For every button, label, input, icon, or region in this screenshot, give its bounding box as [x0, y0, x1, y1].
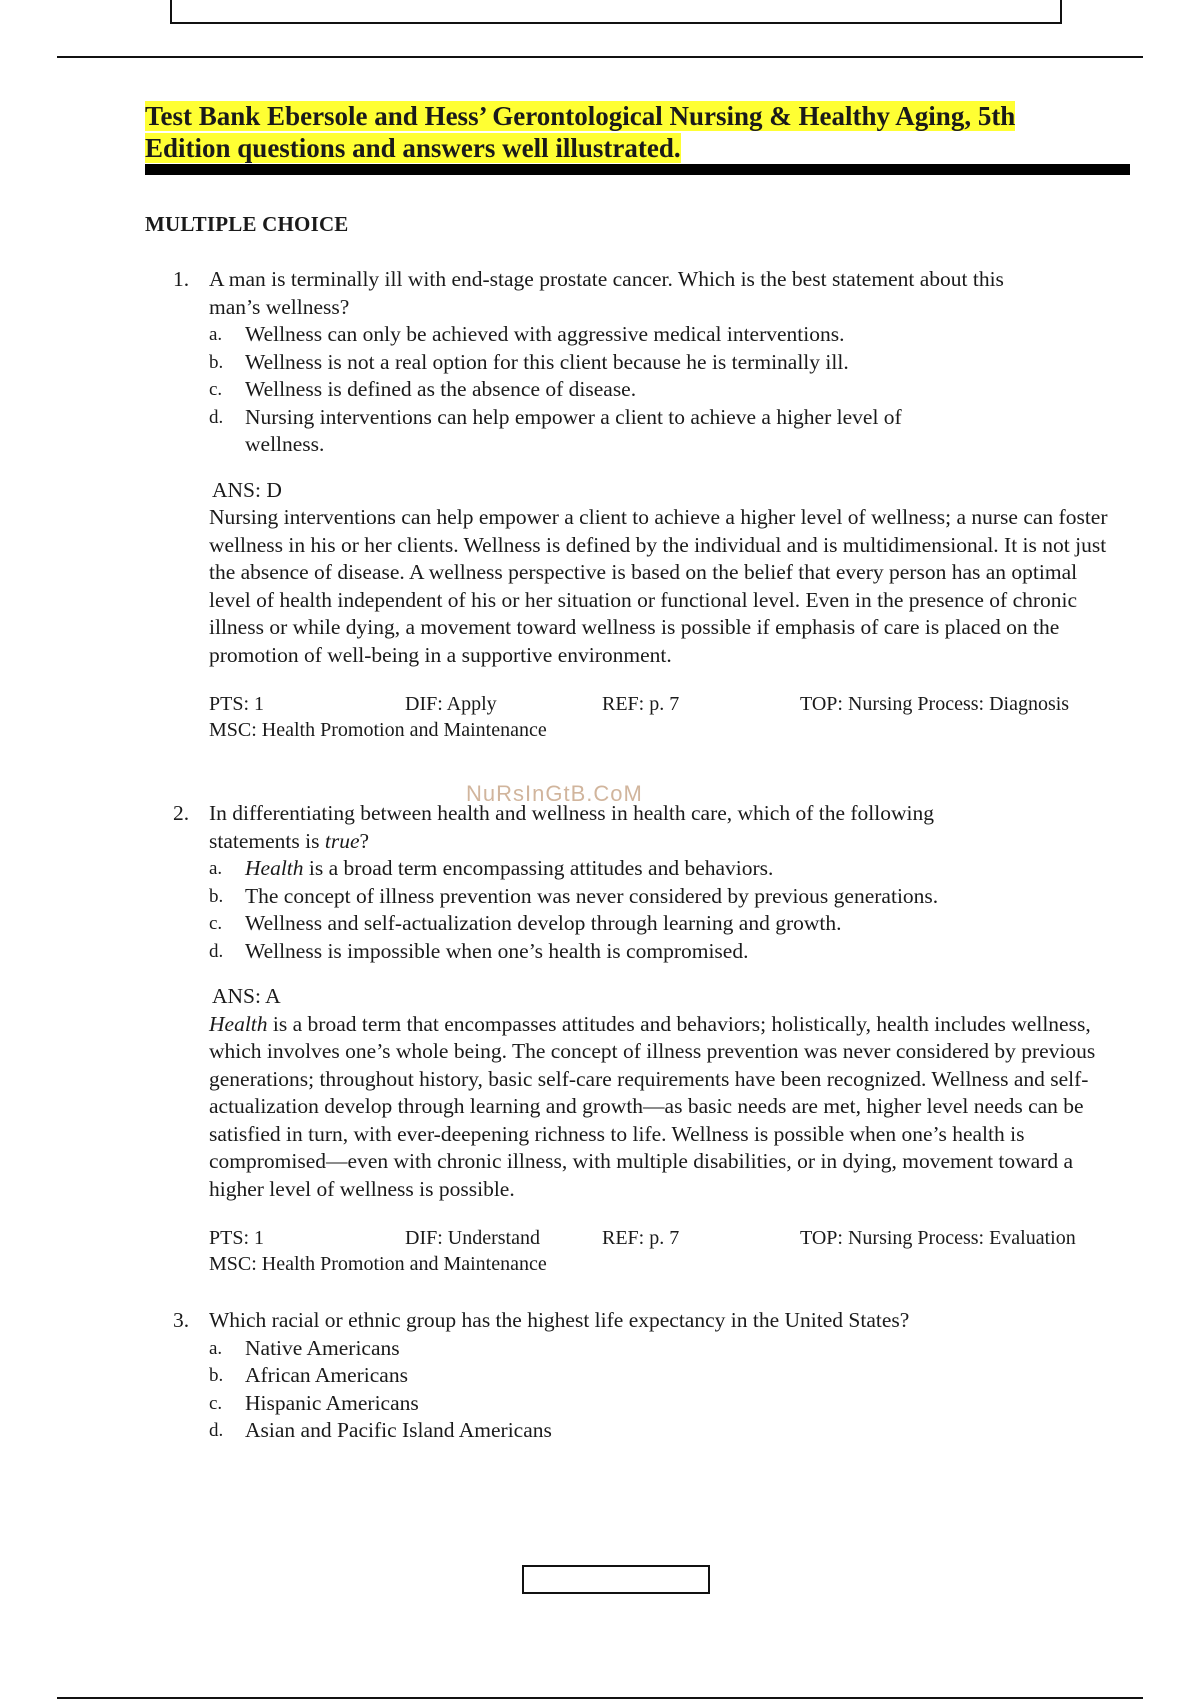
points: PTS: 1	[209, 1227, 265, 1249]
section-heading: MULTIPLE CHOICE	[145, 212, 349, 236]
difficulty: DIF: Understand	[405, 1227, 540, 1249]
watermark: NuRsInGtB.CoM	[466, 781, 643, 806]
question-stem: A man is terminally ill with end-stage prostate cancer. Which is the best statement about this man’s wellness?	[209, 267, 1004, 319]
question-3	[173, 1307, 1118, 1445]
footer-rule	[57, 1697, 1143, 1699]
footer-page-box	[522, 1565, 710, 1594]
document-title	[145, 100, 1130, 164]
topic: TOP: Nursing Process: Evaluation	[800, 1227, 1076, 1249]
option-b: b. Wellness is not a real option for this client because he is terminally ill.	[209, 349, 849, 374]
reference: REF: p. 7	[602, 1227, 680, 1249]
title-underline-bar	[145, 164, 1130, 175]
option-c: c. Wellness is defined as the absence of disease.	[209, 377, 637, 401]
answer-key: ANS: D	[212, 477, 282, 502]
title-line-2: Edition questions and answers well illustrated.	[145, 133, 681, 163]
question-number: 2.	[173, 801, 190, 825]
answer-block	[209, 477, 1118, 670]
question-number: 1.	[173, 267, 190, 291]
option-d: d. Asian and Pacific Island Americans	[209, 1418, 552, 1442]
answer-block	[209, 983, 1118, 1203]
rationale: Health is a broad term that encompasses attitudes and behaviors; holistically, health includes wellness, which involves one’s whole being. The concept of illness prevention was never considered by previous generations; throughout history, basic self-care requirements have been recognized. Wellness and self-actualization develop through learning and growth—as basic needs are met, higher level needs can be satisfied in turn, with ever-deepening richness to life. Wellness is possible when one’s health is compromised—even with chronic illness, with multiple disabilities, or in dying, movement toward a higher level of wellness is possible.	[209, 1011, 1096, 1201]
question-metadata	[209, 1225, 1118, 1277]
question-metadata	[209, 691, 1118, 743]
question-stem: In differentiating between health and wellness in health care, which of the following statements is true?	[209, 801, 934, 853]
msc: MSC: Health Promotion and Maintenance	[209, 719, 547, 741]
option-b: b. African Americans	[209, 1363, 408, 1387]
msc: MSC: Health Promotion and Maintenance	[209, 1253, 547, 1275]
option-d: d. Nursing interventions can help empower a client to achieve a higher level of wellness.	[209, 404, 902, 456]
option-a: a. Health is a broad term encompassing attitudes and behaviors.	[209, 856, 774, 880]
answer-options	[209, 1335, 1118, 1445]
difficulty: DIF: Apply	[405, 693, 497, 715]
question-1	[173, 266, 1118, 743]
answer-key: ANS: A	[212, 984, 281, 1008]
rationale: Nursing interventions can help empower a client to achieve a higher level of wellness; a nurse can foster wellness in his or her clients. Wellness is defined by the individual and is multidimensional. It is not just the absence of disease. A wellness perspective is based on the belief that every person has an optimal level of health independent of his or her situation or functional level. Even in the presence of chronic illness or while dying, a movement toward wellness is possible if emphasis of care is placed on the promotion of well-being in a supportive environment.	[209, 505, 1108, 667]
title-line-1: Test Bank Ebersole and Hess’ Gerontological Nursing & Healthy Aging, 5th	[145, 101, 1016, 131]
answer-options	[209, 321, 1118, 459]
question-number: 3.	[173, 1308, 190, 1332]
option-c: c. Wellness and self-actualization develop through learning and growth.	[209, 911, 842, 935]
question-stem: Which racial or ethnic group has the highest life expectancy in the United States?	[209, 1308, 910, 1332]
header-rule	[57, 56, 1143, 58]
option-a: a. Wellness can only be achieved with aggressive medical interventions.	[209, 322, 845, 346]
option-b: b. The concept of illness prevention was never considered by previous generations.	[209, 883, 939, 908]
option-a: a. Native Americans	[209, 1335, 400, 1360]
header-box	[170, 0, 1062, 24]
topic: TOP: Nursing Process: Diagnosis	[800, 693, 1070, 715]
points: PTS: 1	[209, 693, 265, 715]
question-2	[173, 800, 1118, 1277]
option-c: c. Hispanic Americans	[209, 1390, 419, 1415]
reference: REF: p. 7	[602, 693, 680, 715]
option-d: d. Wellness is impossible when one’s health is compromised.	[209, 938, 749, 963]
answer-options	[209, 855, 1118, 965]
